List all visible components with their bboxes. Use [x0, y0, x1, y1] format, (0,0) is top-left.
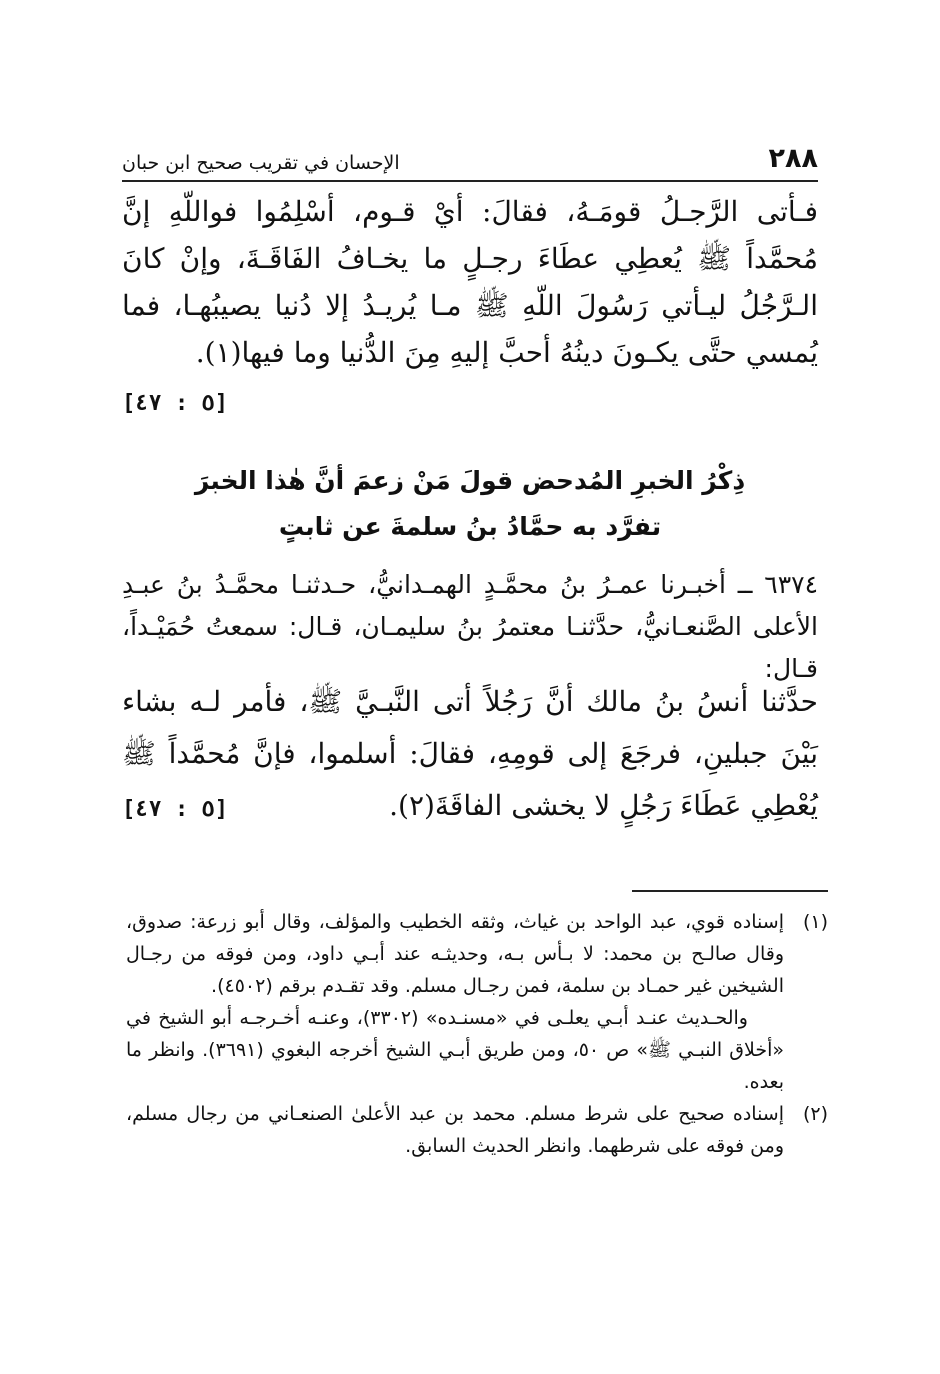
hadith-reference: [٥ : ٤٧]	[122, 797, 228, 822]
footnote-2-number: (٢)	[802, 1103, 828, 1125]
footnote-1-number: (١)	[802, 911, 828, 933]
footnote-separator	[632, 890, 828, 892]
footnote-2	[126, 1098, 828, 1162]
paragraph-1	[122, 188, 818, 427]
running-title: الإحسان في تقريب صحيح ابن حبان	[122, 152, 400, 174]
paragraph-1-text: فـأتى الرَّجـلُ قومَـهُ، فقالَ: أيْ قـوم، أسْلِمُوا فواللّهِ إنَّ مُحمَّداً ﷺ يُعطِي عطَاءَ رجـلٍ ما يخـافُ الفَاقَـةَ، وإنْ كانَ الـرَّجُلُ ليـأتي رَسُولَ اللّهِ ﷺ مـا يُريـدُ إلا دُنيا يصيبُهـا، فما يُمسي حتَّى يكـونَ دينُهُ أحبَّ إليهِ مِنَ الدُّنيا وما فيها(١).	[122, 195, 818, 369]
footnote-1-continuation: والحـديث عنـد أبـي يعلـى في «مسنـده» (٣٣٠٢)، وعنـه أخـرجـه أبو الشيخ في «أخلاق النبـي ﷺ» ص ٥٠، ومن طريق أبـي الشيخ أخرجه البغوي (٣٦٩١). وانظر ما بعده.	[126, 1007, 785, 1093]
footnotes	[126, 906, 828, 1162]
paragraph-1-reference: [٥ : ٤٧]	[122, 391, 228, 416]
hadith-matn	[122, 676, 818, 836]
page-number: ٢٨٨	[768, 143, 818, 174]
hadith-isnad: ٦٣٧٤ ــ أخبـرنا عمـرُ بنُ محمَّـدٍ الهمـدانيُّ، حـدثنـا محمَّـدُ بنُ عبـدِ الأعلى الصَّنعـانيُّ، حدَّثنـا معتمرُ بنُ سليمـان، قـال: سمعتُ حُمَيْـداً، قـال:	[122, 570, 818, 683]
section-heading-line-2: تفرَّد به حمَّادُ بنُ سلمةَ عن ثابتٍ	[278, 512, 662, 541]
section-heading-line-1: ذِكْرُ الخبرِ المُدحض قولَ مَنْ زعمَ أنَّ هٰذا الخبرَ	[194, 466, 746, 495]
section-heading	[122, 458, 818, 550]
footnote-1-text: إسناده قوي، عبد الواحد بن غياث، وثقه الخطيب والمؤلف، وقال أبو زرعة: صدوق، وقال صالـح بن محمد: لا بـأس بـه، وحديثـه عند أبـي داود، ومن فوقه من رجـال الشيخين غير حمـاد بن سلمة، فمن رجـال مسلم. وقد تقـدم برقم (٤٥٠٢).	[126, 911, 784, 997]
hadith-matn-text: حدَّثنا أنسُ بنُ مالك أنَّ رَجُلاً أتى النَّبـيَّ ﷺ، فأمر لـه بشاء بَيْنَ جبلينِ، فرجَعَ إلى قومِهِ، فقالَ: أسلموا، فإنَّ مُحمَّداً ﷺ يُعْطِي عَطَاءَ رَجُلٍ لا يخشى الفاقَةَ(٢).	[122, 685, 819, 822]
footnote-1	[126, 906, 828, 1002]
footnote-2-text: إسناده صحيح على شرط مسلم. محمد بن عبد الأعلىٰ الصنعـاني من رجال مسلم، ومن فوقه على شرطهما. وانظر الحديث السابق.	[126, 1103, 784, 1157]
page-header	[122, 138, 818, 182]
